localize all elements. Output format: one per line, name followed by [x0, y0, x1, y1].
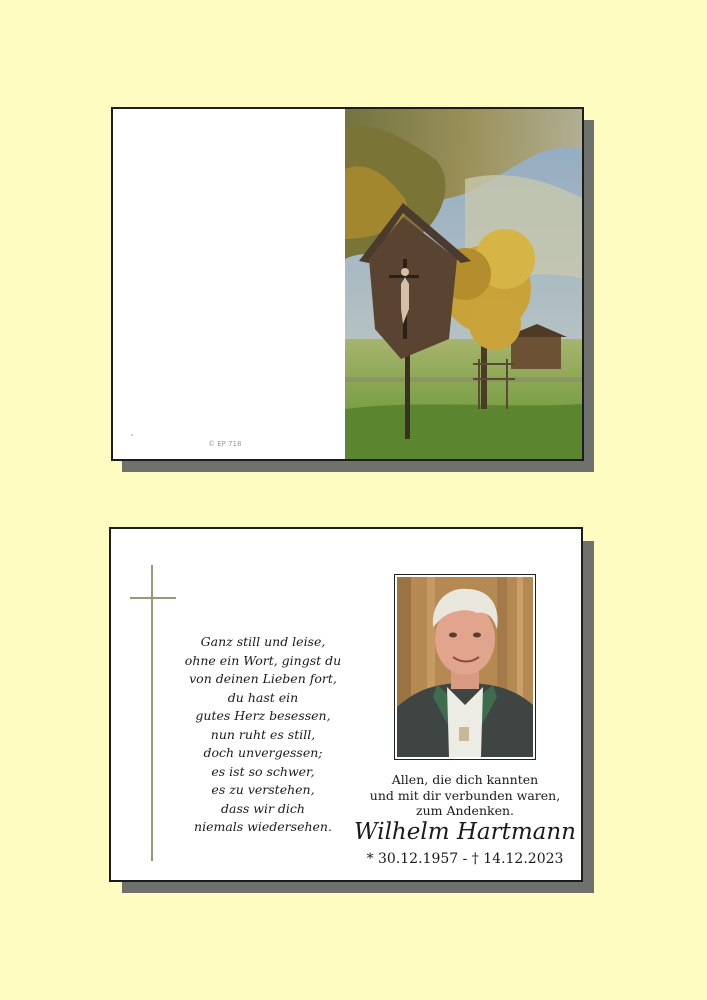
life-dates: * 30.12.1957 - † 14.12.2023	[366, 851, 564, 867]
poem-line: gutes Herz besessen,	[195, 708, 331, 723]
poem-line: dass wir dich	[221, 800, 305, 816]
print-mark	[131, 434, 133, 436]
dedication-line: Allen, die dich kannten	[391, 772, 539, 787]
portrait-photo-frame	[394, 574, 536, 760]
poem-line: es ist so schwer,	[211, 763, 315, 779]
dedication-line: und mit dir verbunden waren,	[369, 787, 561, 803]
deceased-name: Wilhelm Hartmann	[353, 819, 576, 845]
poem-line: nun ruht es still,	[210, 726, 316, 742]
dedication-text	[341, 772, 583, 819]
poem-line: doch unvergessen;	[203, 745, 323, 760]
poem-line: ohne ein Wort, gingst du	[184, 652, 342, 668]
poem-line: es zu verstehen,	[211, 782, 315, 797]
dedication-line: zum Andenken.	[416, 803, 514, 818]
card-inside	[109, 527, 583, 882]
cross-vertical-bar	[151, 565, 153, 861]
poem-line: niemals wiedersehen.	[194, 819, 332, 834]
cross-horizontal-bar	[130, 597, 176, 599]
poem-line: Ganz still und leise,	[200, 634, 326, 649]
wayside-cross-landscape-photo	[345, 109, 584, 461]
poem	[165, 633, 361, 837]
copyright-label: © EP 718	[208, 440, 242, 448]
poem-line: von deinen Lieben fort,	[189, 671, 337, 686]
card-front	[111, 107, 584, 461]
portrait-photo	[397, 577, 533, 757]
poem-line: du hast ein	[227, 689, 299, 705]
